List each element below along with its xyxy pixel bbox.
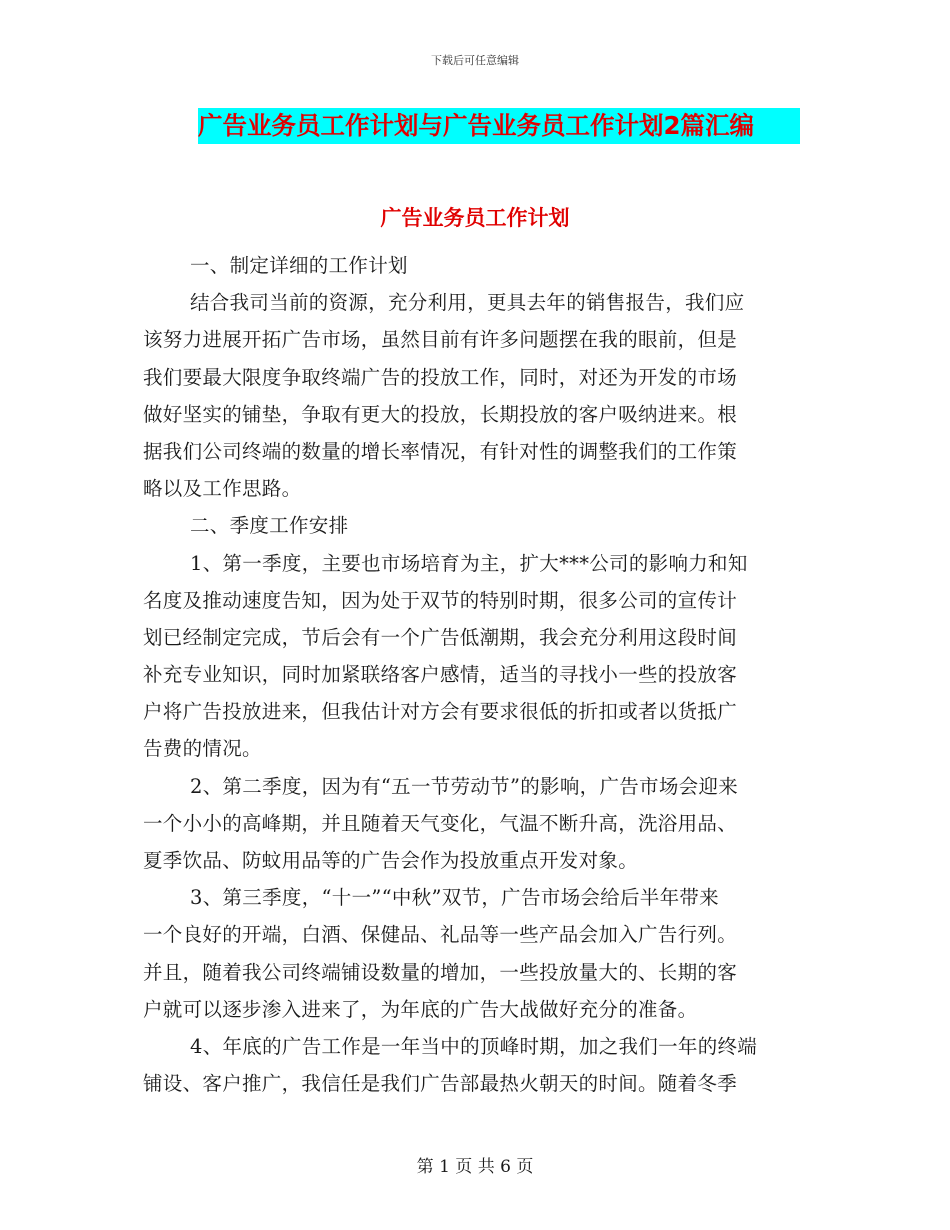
text-line: 夏季饮品、防蚊用品等的广告会作为投放重点开发对象。 <box>143 849 639 872</box>
page-footer: 第 1 页 共 6 页 <box>416 1157 534 1177</box>
text-line: 结合我司当前的资源，充分利用，更具去年的销售报告，我们应 <box>190 291 745 315</box>
document-body <box>143 247 808 1102</box>
text-line: 告费的情况。 <box>143 737 262 761</box>
text-line: 1、第一季度，主要也市场培育为主，扩大***公司的影响力和知 <box>190 551 748 575</box>
text-line: 2、第二季度，因为有“五一节劳动节”的影响，广告市场会迎来 <box>190 774 739 798</box>
text-line: 一个小小的高峰期，并且随着天气变化，气温不断升高，洗浴用品、 <box>143 811 738 835</box>
text-line: 4、年底的广告工作是一年当中的顶峰时期，加之我们一年的终端 <box>190 1034 758 1058</box>
text-line: 一、制定详细的工作计划 <box>190 254 408 277</box>
text-line: 该努力进展开拓广告市场，虽然目前有许多问题摆在我的眼前，但是 <box>143 328 738 352</box>
text-line: 二、季度工作安排 <box>190 514 349 538</box>
text-line: 户将广告投放进来，但我估计对方会有要求很低的折扣或者以货抵广 <box>143 700 738 724</box>
section-title: 广告业务员工作计划 <box>380 206 570 230</box>
text-line: 我们要最大限度争取终端广告的投放工作，同时，对还为开发的市场 <box>143 365 738 389</box>
document-title: 广告业务员工作计划与广告业务员工作计划2篇汇编 <box>198 108 800 144</box>
text-line: 划已经制定完成，节后会有一个广告低潮期，我会充分利用这段时间 <box>143 625 738 649</box>
text-line: 3、第三季度，“十一”“中秋”双节，广告市场会给后半年带来 <box>190 886 719 910</box>
text-line: 略以及工作思路。 <box>143 477 302 501</box>
text-line: 补充专业知识，同时加紧联络客户感情，适当的寻找小一些的投放客 <box>143 663 738 687</box>
text-line: 铺设、客户推广，我信任是我们广告部最热火朝天的时间。随着冬季 <box>143 1072 738 1096</box>
text-line: 一个良好的开端，白酒、保健品、礼品等一些产品会加入广告行列。 <box>143 923 738 947</box>
text-line: 据我们公司终端的数量的增长率情况，有针对性的调整我们的工作策 <box>143 439 738 463</box>
text-line: 做好坚实的铺垫，争取有更大的投放，长期投放的客户吸纳进来。根 <box>143 402 738 426</box>
text-line: 名度及推动速度告知，因为处于双节的特别时期，很多公司的宣传计 <box>143 588 738 612</box>
text-line: 户就可以逐步渗入进来了，为年底的广告大战做好充分的准备。 <box>143 997 698 1021</box>
header-note: 下载后可任意编辑 <box>431 54 519 67</box>
text-line: 并且，随着我公司终端铺设数量的增加，一些投放量大的、长期的客 <box>143 960 738 984</box>
